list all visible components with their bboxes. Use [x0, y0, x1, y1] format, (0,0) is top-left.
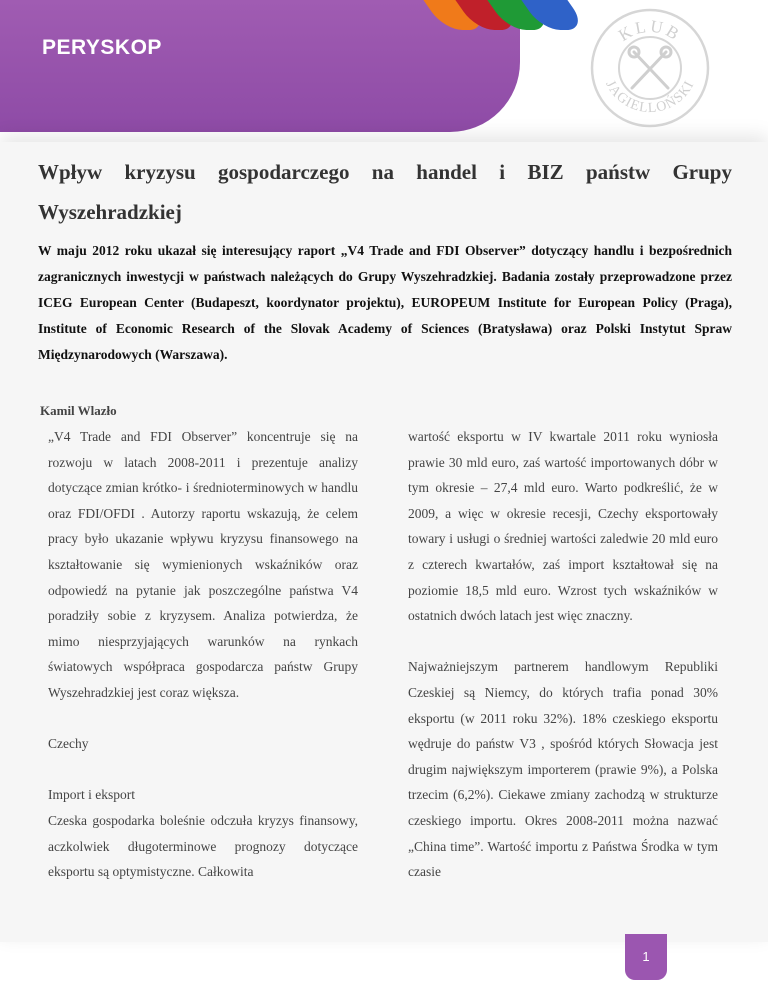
left-column — [48, 424, 358, 885]
right-column — [408, 424, 718, 885]
section-heading: Czechy — [48, 736, 89, 752]
article-author: Kamil Wlazło — [40, 403, 117, 418]
logo-text-bottom: JAGIELLOŃSKI — [602, 78, 698, 117]
crossed-maces-icon — [629, 47, 671, 88]
color-stripes — [405, 0, 595, 38]
svg-text:KLUB — [615, 17, 685, 46]
publication-title: PERYSKOP — [42, 36, 162, 59]
paragraph: Czeska gospodarka boleśnie odczuła kryzys finansowy, aczkolwiek długoterminowe prognozy dotyczące eksportu są optymistyczne. Całkowita — [48, 812, 358, 880]
article-title: Wpływ kryzysu gospodarczego na handel i BIZ państw Grupy Wyszehradzkiej — [38, 160, 732, 224]
article-lead: W maju 2012 roku ukazał się interesujący raport „V4 Trade and FDI Observer” dotyczący handlu i bezpośrednich zagranicznych inwestycji w państwach należących do Grupy Wyszehradzkiej. Badania zostały przeprowadzone przez ICEG European Center (Budapeszt, koordynator projektu), EUROPEUM Institute for European Policy (Praga), Institute of Economic Research of the Slovak Academy of Sciences (Bratysława) oraz Polski Instytut Spraw Międzynarodowych (Warszawa). — [38, 243, 732, 362]
klub-jagiellonski-logo — [588, 6, 712, 130]
logo-text-top: KLUB — [615, 16, 685, 46]
paragraph: „V4 Trade and FDI Observer” koncentruje się na rozwoju w latach 2008-2011 i prezentuje analizy dotyczące zmian krótko- i średnioterminowych w handlu oraz FDI/OFDI . Autorzy raportu wskazują, że celem pracy było ukazanie wpływu kryzysu finansowego na kształtowanie się wymienionych wskaźników oraz odpowiedź na pytanie jak poszczególne państwa V4 poradziły sobie z kryzysem. Analiza potwierdza, że mimo niesprzyjających warunków na rynkach światowych współpraca gospodarcza państw Grupy Wyszehradzkiej jest coraz większa. — [48, 429, 358, 700]
paragraph: Najważniejszym partnerem handlowym Republiki Czeskiej są Niemcy, do których trafia ponad 30% eksportu (w 2011 roku 32%). 18% czeskiego eksportu wędruje do państw V3 , spośród których Słowacja jest drugim największym importerem (prawie 9%), a Polska trzecim (6,2%). Ciekawe zmiany zachodzą w strukturze czeskiego importu. Okres 2008-2011 można nazwać „China time”. Wartość importu z Państwa Środka w tym czasie — [408, 659, 718, 880]
section-subheading: Import i eksport — [48, 787, 135, 803]
svg-text:JAGIELLOŃSKI — [602, 78, 697, 116]
page-number: 1 — [625, 934, 667, 980]
paragraph: wartość eksportu w IV kwartale 2011 roku wyniosła prawie 30 mld euro, zaś wartość importowanych dóbr w tym okresie – 27,4 mld euro. Warto podkreślić, że w 2009, a więc w okresie recesji, Czechy eksportowały towary i usługi o średniej wartości zaledwie 20 mld euro z czterech kwartałów, zaś import kształtował się na poziomie 18,5 mld euro. Wzrost tych wskaźników w ostatnich dwóch latach jest więc znaczny. — [408, 429, 718, 624]
